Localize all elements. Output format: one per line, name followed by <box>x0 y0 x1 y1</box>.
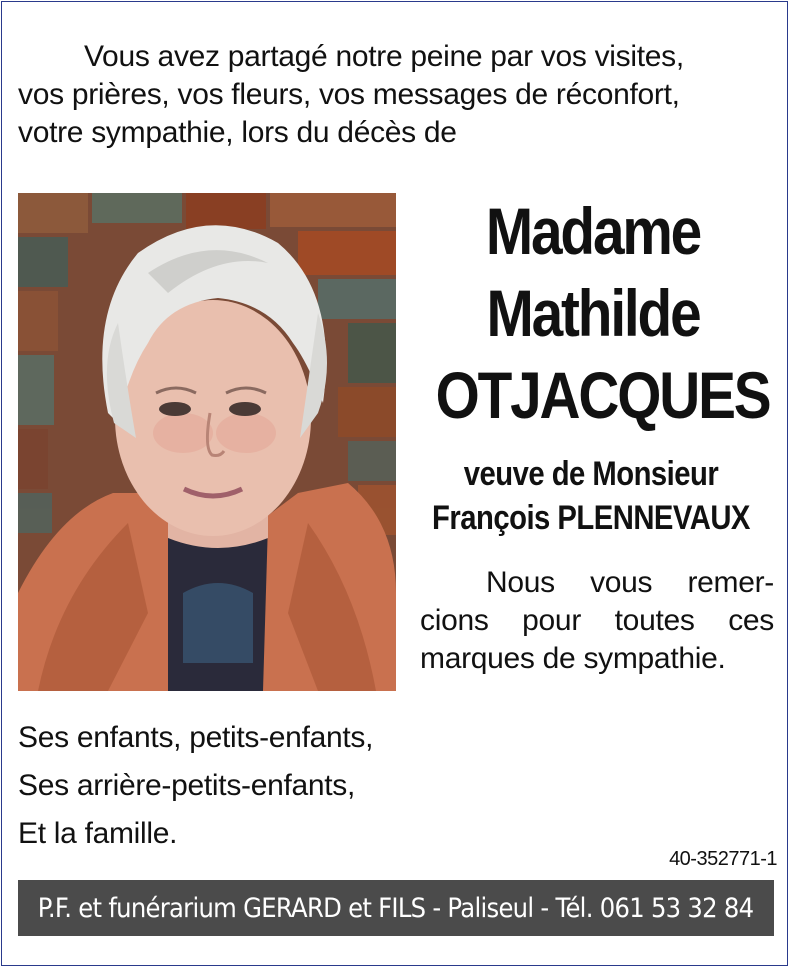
intro-text <box>18 38 774 152</box>
widow-of-block <box>431 452 751 540</box>
family-line-3: Et la famille. <box>18 817 178 850</box>
thanks-line-1: Nous vous remer- <box>486 566 774 599</box>
deceased-portrait <box>18 193 396 691</box>
footer-text: P.F. et funérarium GERARD et FILS - Paliseul - Tél. 061 53 32 84 <box>38 892 754 924</box>
thanks-line-3: marques de sympathie. <box>420 642 726 675</box>
deceased-first-name: Mathilde <box>486 276 700 350</box>
deceased-last-name: OTJACQUES <box>435 358 770 432</box>
intro-line-2: vos prières, vos fleurs, vos messages de réconfort, <box>18 78 680 111</box>
deceased-name-block <box>410 190 776 436</box>
deceased-title: Madame <box>485 194 701 268</box>
widow-line-2: François PLENNEVAUX <box>432 499 750 537</box>
intro-line-3: votre sympathie, lors du décès de <box>18 116 457 149</box>
thanks-text <box>420 564 774 678</box>
widow-line-1: veuve de Monsieur <box>463 455 719 493</box>
funeral-home-footer <box>18 880 774 936</box>
family-line-1: Ses enfants, petits-enfants, <box>18 721 374 754</box>
portrait-illustration <box>18 193 396 691</box>
intro-line-1: Vous avez partagé notre peine par vos visites, <box>84 40 684 73</box>
family-line-2: Ses arrière-petits-enfants, <box>18 769 356 802</box>
thanks-line-2: cions pour toutes ces <box>420 604 774 637</box>
family-signature <box>18 714 518 858</box>
ad-reference-number: 40-352771-1 <box>669 848 777 870</box>
